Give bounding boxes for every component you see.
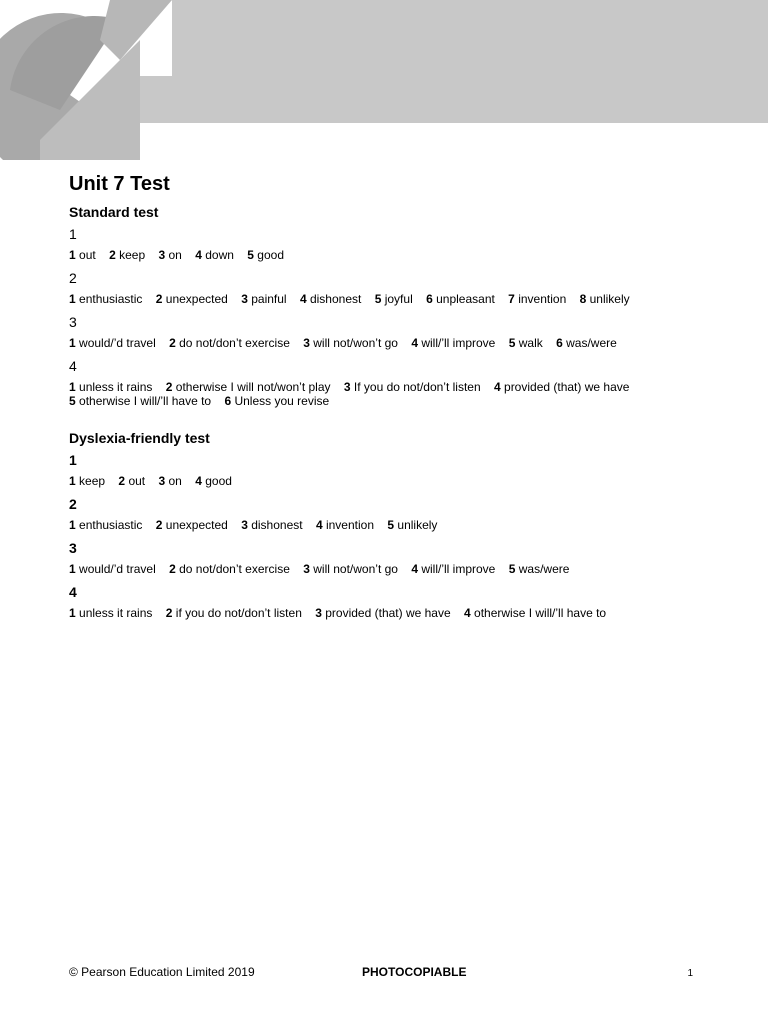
answer-text: If you do not/don’t listen [353,380,481,394]
answer-number: 3 [241,292,248,306]
answer-number: 1 [69,292,76,306]
answer-text: unlikely [397,518,438,532]
answer-item [316,518,374,532]
answer-text: Unless you revise [234,394,330,408]
answer-number: 4 [411,336,418,350]
answer-number: 1 [69,248,76,262]
answer-number: 5 [374,292,382,306]
answer-item [166,606,302,620]
answer-text: unless it rains [79,606,153,620]
answer-text: unpleasant [436,292,495,306]
answer-text: unexpected [165,292,228,306]
answer-number: 2 [155,292,163,306]
answer-number: 2 [165,380,173,394]
answer-number: 4 [464,606,471,620]
answer-item [411,562,495,576]
answer-item [69,394,211,408]
answer-text: dishonest [251,518,303,532]
answer-text: good [205,474,232,488]
answer-text: out [128,474,146,488]
answer-text: enthusiastic [79,518,143,532]
answer-item [509,336,543,350]
answer-item [224,394,329,408]
photocopiable-label: PHOTOCOPIABLE [362,965,467,979]
answer-item [556,336,617,350]
answer-text: will not/won’t go [313,562,398,576]
answer-item [303,562,398,576]
answer-item [69,518,142,532]
answer-number: 3 [158,474,166,488]
answer-item [426,292,495,306]
answer-number: 5 [508,562,516,576]
answer-text: dishonest [309,292,362,306]
answer-text: otherwise I will not/won’t play [175,380,331,394]
answer-line [69,562,709,576]
answer-text: unlikely [589,292,630,306]
question-number: 4 [69,358,77,374]
answer-number: 4 [299,292,307,306]
question-number: 4 [69,584,77,600]
answer-item [69,292,142,306]
answer-item [509,562,570,576]
answer-number: 1 [69,518,76,532]
answer-text: out [79,248,96,262]
standard-test-heading: Standard test [69,204,159,220]
answer-item [158,248,181,262]
answer-number: 3 [303,336,310,350]
answer-number: 1 [69,474,76,488]
answer-number: 2 [155,518,163,532]
answer-text: was/were [518,562,570,576]
answer-number: 4 [315,518,323,532]
answer-number: 8 [579,292,587,306]
answer-text: walk [518,336,543,350]
answer-number: 1 [69,380,76,394]
dyslexia-test-answers [69,450,709,620]
answer-item [494,380,629,394]
answer-number: 6 [426,292,433,306]
answer-number: 6 [556,336,563,350]
question-number: 2 [69,270,77,286]
answer-item [300,292,361,306]
dyslexia-test-heading: Dyslexia-friendly test [69,430,210,446]
answer-text: invention [518,292,567,306]
answer-number: 2 [165,606,173,620]
answer-item [69,474,105,488]
answer-key [69,170,709,626]
answer-item [580,292,630,306]
answer-number: 3 [158,248,166,262]
answer-item [156,292,228,306]
answer-line [69,474,709,488]
answer-item [109,248,145,262]
answer-item [241,518,302,532]
answer-number: 2 [169,562,176,576]
answer-item [195,474,232,488]
answer-text: was/were [566,336,617,350]
answer-text: do not/don’t exercise [179,562,290,576]
answer-item [69,248,96,262]
answer-text: keep [79,474,106,488]
answer-text: down [205,248,234,262]
answer-item [344,380,481,394]
answer-text: provided (that) we have [325,606,451,620]
answer-number: 4 [411,562,418,576]
copyright-text: © Pearson Education Limited 2019 [69,965,255,979]
answer-number: 4 [493,380,501,394]
answer-text: if you do not/don’t listen [175,606,302,620]
header-graphic [0,0,768,160]
answer-line [69,248,709,262]
question-number: 1 [69,226,77,242]
page-title: Unit 7 Test [69,173,170,195]
answer-item [241,292,286,306]
answer-text: will/’ll improve [421,336,496,350]
answer-text: will/’ll improve [421,562,496,576]
answer-text: would/’d travel [79,562,156,576]
question-number: 1 [69,452,77,468]
answer-line [69,606,709,620]
answer-item [156,518,228,532]
answer-number: 3 [303,562,310,576]
answer-number: 4 [195,474,202,488]
answer-text: painful [251,292,287,306]
answer-text: joyful [384,292,413,306]
answer-number: 3 [241,518,248,532]
answer-text: invention [325,518,375,532]
answer-text: otherwise I will/’ll have to [474,606,607,620]
answer-item [303,336,398,350]
answer-number: 4 [195,248,202,262]
answer-item [118,474,145,488]
answer-text: unexpected [165,518,228,532]
answer-number: 7 [508,292,515,306]
answer-item [166,380,331,394]
page-number: 1 [687,968,693,979]
question-number: 3 [69,314,77,330]
answer-item [69,336,156,350]
answer-text: good [257,248,284,262]
answer-item [508,292,566,306]
answer-line [69,292,709,306]
answer-text: on [168,474,182,488]
answer-line [69,380,709,408]
answer-item [158,474,181,488]
answer-number: 1 [69,606,76,620]
answer-item [169,336,290,350]
answer-number: 2 [118,474,126,488]
answer-item [315,606,450,620]
answer-number: 3 [315,606,322,620]
answer-text: on [168,248,182,262]
answer-number: 5 [508,336,516,350]
answer-item [464,606,606,620]
answer-text: unless it rains [79,380,153,394]
answer-line [69,336,709,350]
answer-number: 2 [169,336,176,350]
question-number: 3 [69,540,77,556]
answer-text: keep [119,248,146,262]
answer-line [69,518,709,532]
answer-text: provided (that) we have [504,380,630,394]
answer-number: 6 [224,394,232,408]
answer-number: 5 [247,248,254,262]
answer-number: 5 [387,518,395,532]
answer-number: 1 [69,336,76,350]
answer-item [387,518,437,532]
answer-number: 3 [343,380,351,394]
answer-item [411,336,495,350]
answer-item [69,606,152,620]
answer-text: will not/won’t go [313,336,398,350]
answer-text: otherwise I will/’ll have to [79,394,212,408]
answer-item [195,248,234,262]
answer-text: do not/don’t exercise [179,336,290,350]
answer-number: 2 [109,248,116,262]
answer-number: 1 [69,562,76,576]
answer-item [69,562,156,576]
answer-item [375,292,413,306]
answer-item [247,248,284,262]
answer-item [69,380,152,394]
answer-text: would/’d travel [79,336,156,350]
question-number: 2 [69,496,77,512]
standard-test-answers [69,224,709,408]
answer-item [169,562,290,576]
answer-text: enthusiastic [79,292,143,306]
answer-number: 5 [69,394,76,408]
